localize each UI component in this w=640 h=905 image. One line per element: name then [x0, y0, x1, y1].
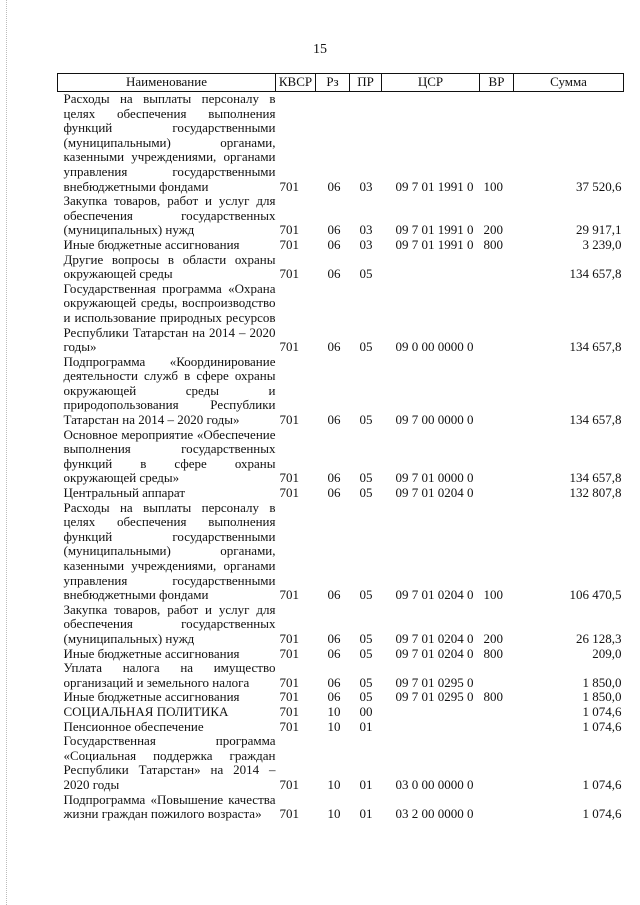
- budget-table: [57, 73, 624, 822]
- cell-sum: 1 850,0: [582, 689, 622, 705]
- cell-vr: 800: [483, 689, 503, 705]
- cell-kvsr: 701: [279, 470, 299, 486]
- table-row: [58, 194, 624, 238]
- header-vr: ВР: [480, 74, 514, 92]
- cell-pr: 03: [359, 178, 373, 194]
- cell-vr: [480, 661, 514, 690]
- cell-name: Иные бюджетные ассигнования: [63, 236, 240, 252]
- cell-kvsr: 701: [279, 718, 299, 734]
- cell-pr: 03: [359, 236, 373, 252]
- cell-rz: 06: [327, 587, 341, 603]
- cell-csr: 03 2 00 0000 0: [395, 806, 474, 822]
- header-kvsr: КВСР: [276, 74, 316, 92]
- cell-pr: 01: [359, 718, 373, 734]
- cell-kvsr: 701: [279, 703, 299, 719]
- cell-vr: [480, 253, 514, 282]
- cell-vr: [480, 734, 514, 792]
- cell-kvsr: 701: [279, 178, 299, 194]
- cell-name: Расходы на выплаты персоналу в целях обеспечения выполнения функций государственными (муниципальными) органами, казенными учреждениями, органами управления государственными внебюджетными фондами: [63, 499, 276, 603]
- cell-csr: 09 7 01 0204 0: [395, 587, 474, 603]
- cell-name: Другие вопросы в области охраны окружающей среды: [63, 251, 276, 282]
- cell-rz: 06: [327, 178, 341, 194]
- cell-pr: 05: [359, 689, 373, 705]
- cell-name: СОЦИАЛЬНАЯ ПОЛИТИКА: [63, 703, 229, 719]
- cell-pr: 00: [359, 703, 373, 719]
- cell-csr: 09 7 01 0000 0: [395, 470, 474, 486]
- cell-name: Основное мероприятие «Обеспечение выполнения государственных функций в сфере охраны окружающей среды»: [63, 426, 276, 486]
- cell-name: Пенсионное обеспечение: [63, 718, 204, 734]
- cell-csr: 09 7 01 0204 0: [395, 630, 474, 646]
- cell-csr: 09 7 01 0204 0: [395, 485, 474, 501]
- cell-name: Иные бюджетные ассигнования: [63, 645, 240, 661]
- cell-name: Государственная программа «Социальная поддержка граждан Республики Татарстан» на 2014 – 2020 годы: [63, 733, 276, 792]
- cell-pr: 05: [359, 412, 373, 428]
- cell-rz: 06: [327, 266, 341, 282]
- cell-vr: [480, 720, 514, 735]
- cell-rz: 06: [327, 236, 341, 252]
- cell-pr: 01: [359, 806, 373, 822]
- cell-sum: 134 657,8: [569, 412, 622, 428]
- cell-vr: [480, 705, 514, 720]
- cell-csr: [382, 720, 480, 735]
- cell-csr: 09 7 01 1991 0: [395, 222, 474, 238]
- page-edge-dotted-line: [6, 0, 7, 905]
- cell-name: Центральный аппарат: [63, 485, 186, 501]
- table-row: [58, 501, 624, 603]
- cell-sum: 132 807,8: [569, 485, 622, 501]
- cell-sum: 1 074,6: [582, 776, 622, 792]
- cell-vr: 100: [483, 178, 503, 194]
- cell-csr: 09 7 01 1991 0: [395, 178, 474, 194]
- header-rz: Рз: [316, 74, 350, 92]
- cell-rz: 06: [327, 339, 341, 355]
- cell-name: Иные бюджетные ассигнования: [63, 689, 240, 705]
- table-row: [58, 690, 624, 705]
- cell-sum: 134 657,8: [569, 470, 622, 486]
- header-sum: Сумма: [514, 74, 624, 92]
- cell-kvsr: 701: [279, 630, 299, 646]
- table-row: [58, 647, 624, 662]
- cell-sum: 134 657,8: [569, 339, 622, 355]
- cell-pr: 03: [359, 222, 373, 238]
- table-row: [58, 238, 624, 253]
- cell-rz: 06: [327, 412, 341, 428]
- cell-pr: 05: [359, 630, 373, 646]
- cell-csr: 09 7 00 0000 0: [395, 412, 474, 428]
- cell-kvsr: 701: [279, 776, 299, 792]
- header-csr: ЦСР: [382, 74, 480, 92]
- table-row: [58, 603, 624, 647]
- cell-vr: [480, 793, 514, 822]
- table-row: [58, 92, 624, 195]
- cell-kvsr: 701: [279, 674, 299, 690]
- cell-pr: 05: [359, 645, 373, 661]
- cell-rz: 06: [327, 674, 341, 690]
- cell-csr: 09 7 01 1991 0: [395, 236, 474, 252]
- table-row: [58, 734, 624, 792]
- cell-kvsr: 701: [279, 485, 299, 501]
- cell-sum: 106 470,5: [569, 587, 622, 603]
- cell-pr: 05: [359, 587, 373, 603]
- cell-csr: 03 0 00 0000 0: [395, 776, 474, 792]
- cell-kvsr: 701: [279, 689, 299, 705]
- cell-name: Подпрограмма «Координирование деятельности служб в сфере охраны окружающей среды и природопользования Республики Татарстан на 2014 – 2020 годы»: [63, 353, 276, 428]
- cell-vr: [480, 355, 514, 428]
- cell-sum: 1 074,6: [582, 718, 622, 734]
- table-row: [58, 661, 624, 690]
- cell-kvsr: 701: [279, 806, 299, 822]
- cell-vr: 200: [483, 222, 503, 238]
- cell-sum: 1 074,6: [582, 806, 622, 822]
- cell-name: Государственная программа «Охрана окружающей среды, воспроизводство и использование природных ресурсов Республики Татарстан на 2014 – 2020 годы»: [63, 280, 276, 355]
- cell-csr: 09 7 01 0204 0: [395, 645, 474, 661]
- cell-vr: [480, 486, 514, 501]
- cell-kvsr: 701: [279, 412, 299, 428]
- cell-rz: 10: [327, 718, 341, 734]
- table-row: [58, 282, 624, 355]
- table-row: [58, 705, 624, 720]
- cell-kvsr: 701: [279, 266, 299, 282]
- header-name: Наименование: [58, 74, 276, 92]
- cell-vr: 100: [483, 587, 503, 603]
- cell-sum: 29 917,1: [576, 222, 622, 238]
- cell-pr: 05: [359, 339, 373, 355]
- table-header-row: [58, 74, 624, 92]
- cell-rz: 06: [327, 689, 341, 705]
- cell-rz: 06: [327, 645, 341, 661]
- cell-kvsr: 701: [279, 222, 299, 238]
- cell-pr: 05: [359, 266, 373, 282]
- cell-vr: 200: [483, 630, 503, 646]
- table-row: [58, 428, 624, 486]
- cell-sum: 134 657,8: [569, 266, 622, 282]
- cell-sum: 209,0: [592, 645, 622, 661]
- cell-sum: 1 850,0: [582, 674, 622, 690]
- cell-vr: [480, 282, 514, 355]
- cell-rz: 10: [327, 776, 341, 792]
- cell-rz: 06: [327, 630, 341, 646]
- cell-sum: 26 128,3: [576, 630, 622, 646]
- cell-sum: 3 239,0: [582, 236, 622, 252]
- cell-pr: 01: [359, 776, 373, 792]
- table-row: [58, 355, 624, 428]
- cell-rz: 06: [327, 470, 341, 486]
- table-row: [58, 486, 624, 501]
- cell-kvsr: 701: [279, 587, 299, 603]
- table-row: [58, 793, 624, 822]
- cell-csr: 09 7 01 0295 0: [395, 674, 474, 690]
- cell-csr: [382, 253, 480, 282]
- cell-kvsr: 701: [279, 645, 299, 661]
- header-pr: ПР: [350, 74, 382, 92]
- cell-name: Уплата налога на имущество организаций и земельного налога: [63, 660, 276, 690]
- cell-name: Закупка товаров, работ и услуг для обеспечения государственных (муниципальных) нужд: [63, 193, 276, 238]
- cell-rz: 06: [327, 485, 341, 501]
- cell-pr: 05: [359, 470, 373, 486]
- cell-csr: [382, 705, 480, 720]
- cell-name: Закупка товаров, работ и услуг для обеспечения государственных (муниципальных) нужд: [63, 601, 276, 646]
- cell-name: Расходы на выплаты персоналу в целях обеспечения выполнения функций государственными (муниципальными) органами, казенными учреждениями, органами управления государственными внебюджетными фондами: [63, 91, 276, 194]
- page-number: 15: [313, 42, 327, 57]
- table-row: [58, 720, 624, 735]
- cell-rz: 10: [327, 703, 341, 719]
- table-row: [58, 253, 624, 282]
- cell-rz: 10: [327, 806, 341, 822]
- cell-sum: 1 074,6: [582, 703, 622, 719]
- cell-csr: 09 0 00 0000 0: [395, 339, 474, 355]
- cell-sum: 37 520,6: [576, 178, 622, 194]
- cell-rz: 06: [327, 222, 341, 238]
- cell-csr: 09 7 01 0295 0: [395, 689, 474, 705]
- cell-kvsr: 701: [279, 236, 299, 252]
- cell-vr: 800: [483, 236, 503, 252]
- cell-vr: 800: [483, 645, 503, 661]
- cell-name: Подпрограмма «Повышение качества жизни граждан пожилого возраста»: [63, 791, 276, 822]
- cell-kvsr: 701: [279, 339, 299, 355]
- cell-pr: 05: [359, 485, 373, 501]
- cell-vr: [480, 428, 514, 486]
- cell-pr: 05: [359, 674, 373, 690]
